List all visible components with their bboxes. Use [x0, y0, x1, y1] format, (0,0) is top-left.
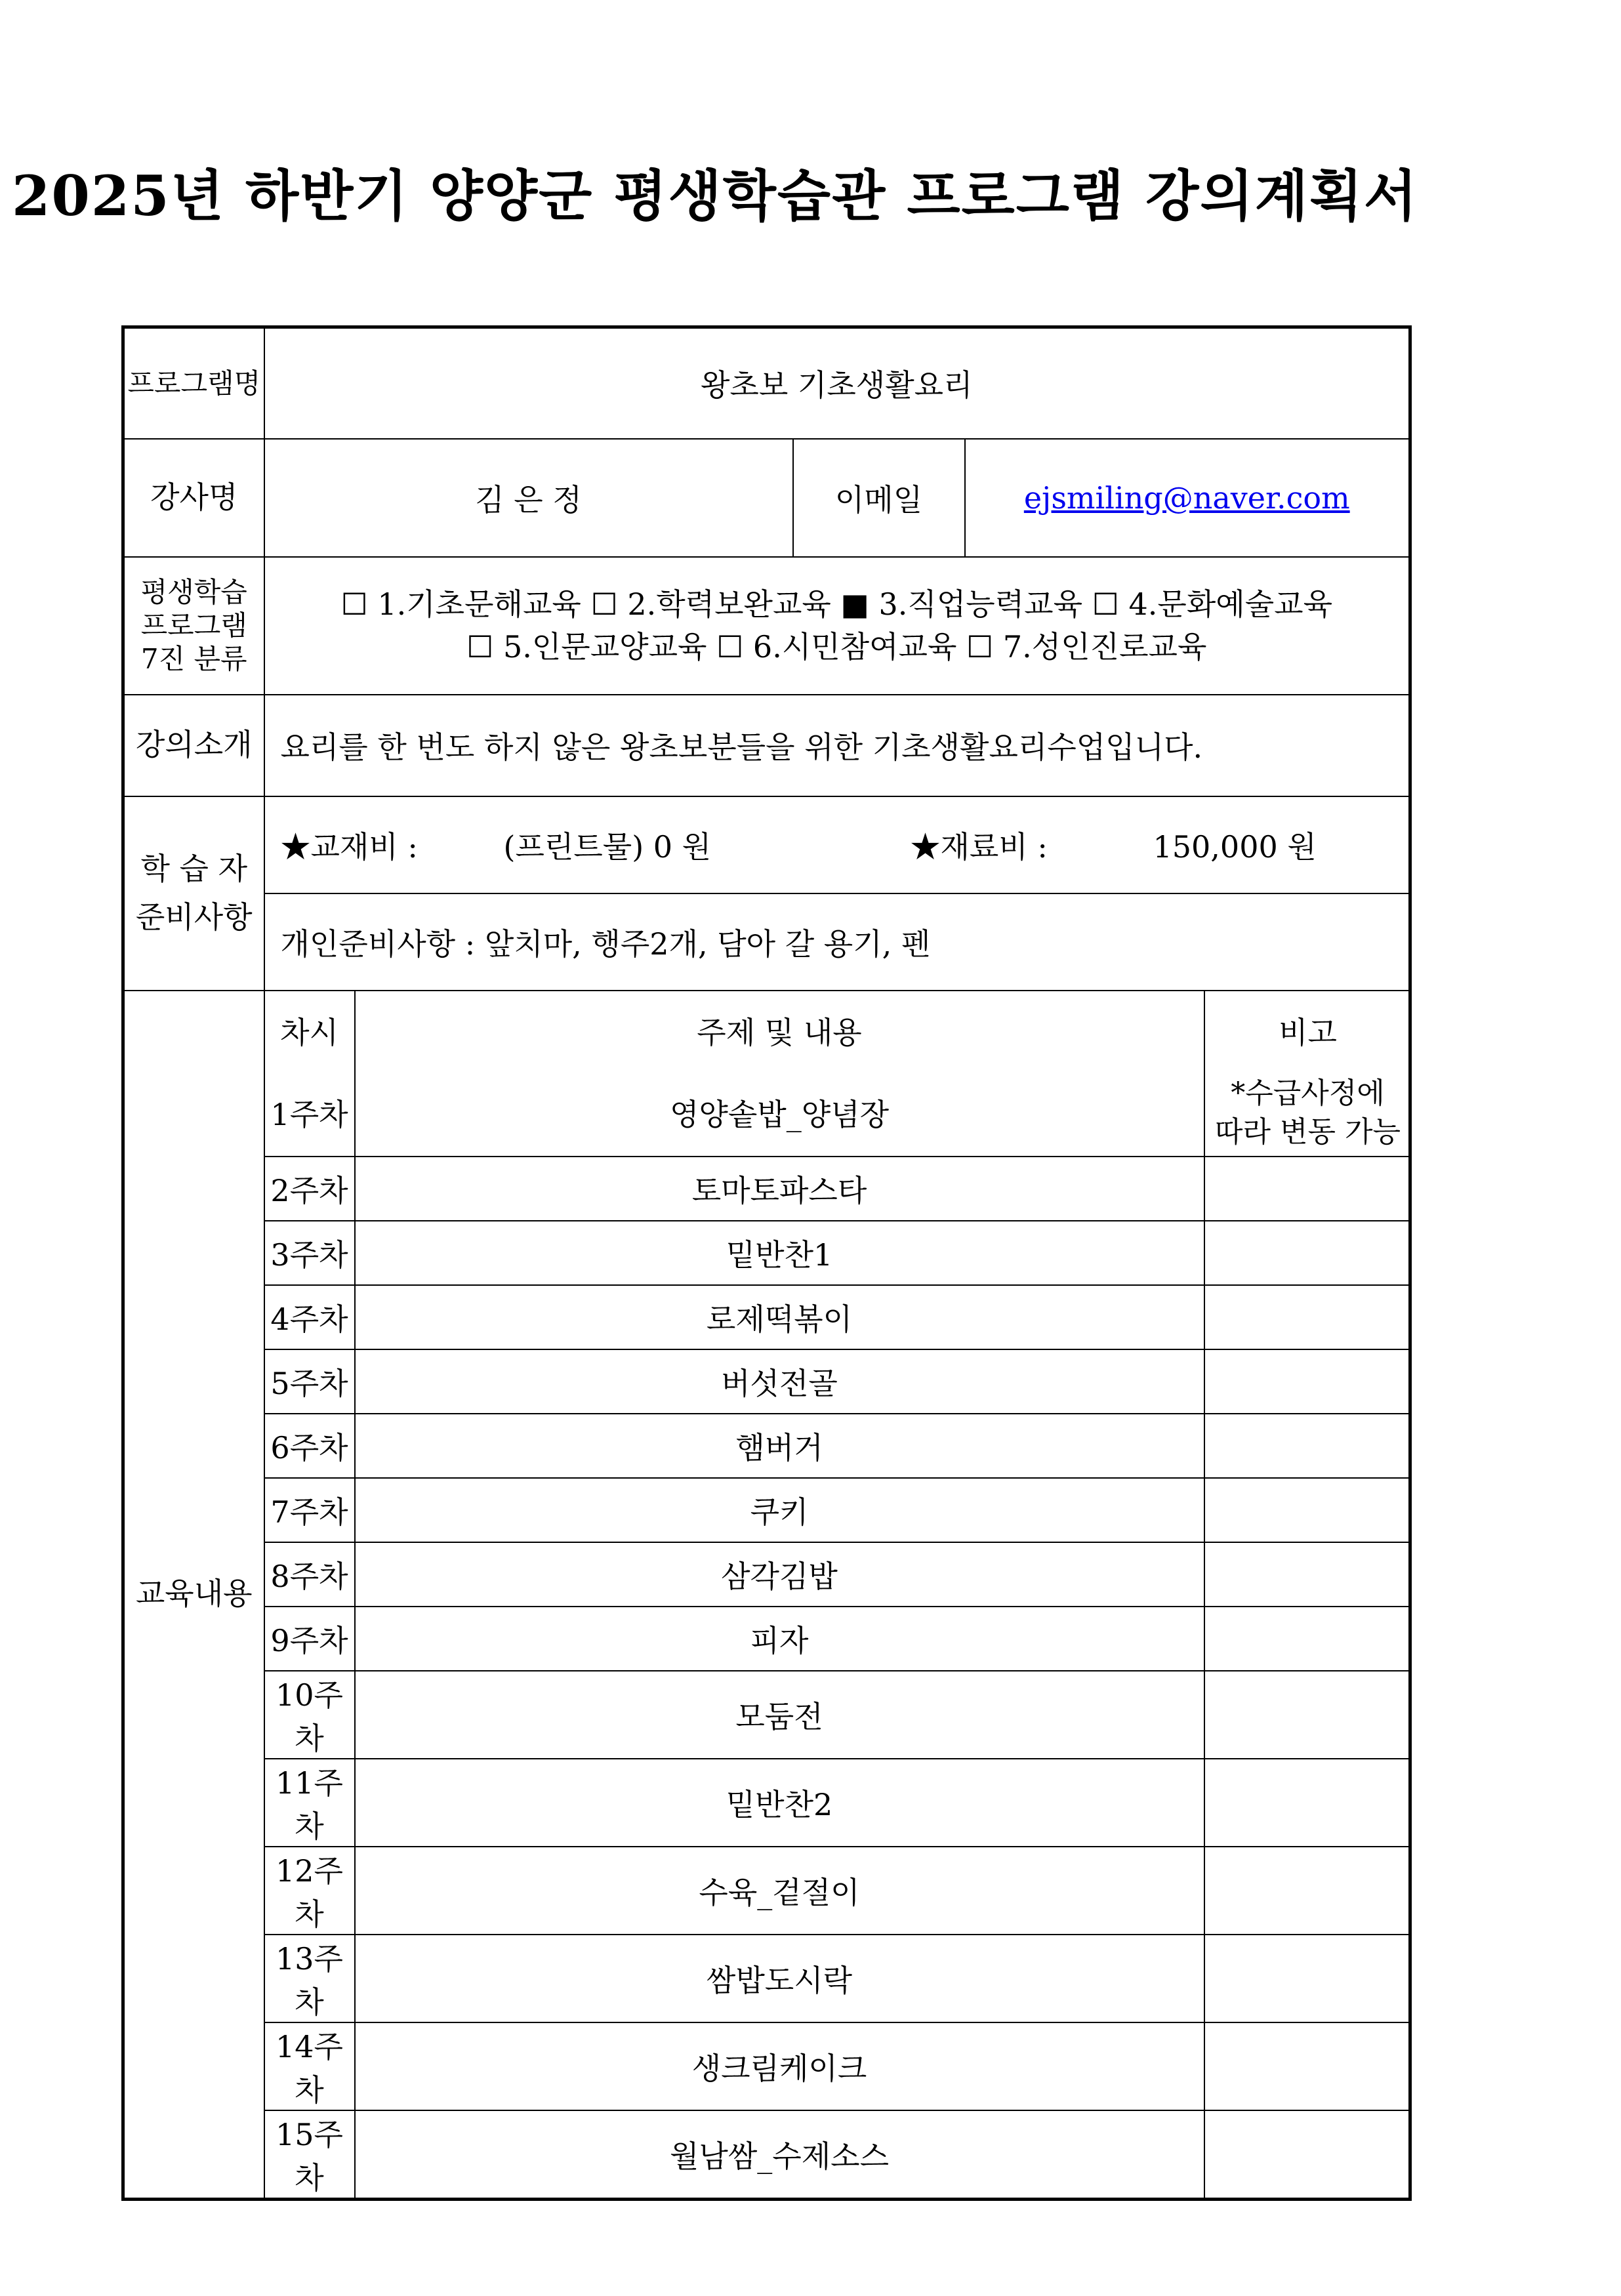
program-name: 왕초보 기초생활요리	[264, 327, 1410, 439]
program-label: 프로그램명	[123, 327, 264, 439]
note-cell	[1204, 1285, 1411, 1349]
category-options-line-2: ☐ 5.인문교양교육 ☐ 6.시민참여교육 ☐ 7.성인진로교육	[466, 628, 1207, 665]
topic-cell: 쿠키	[355, 1478, 1204, 1542]
session-cell: 9주차	[265, 1607, 355, 1671]
category-options-line-1: ☐ 1.기초문해교육 ☐ 2.학력보완교육 ■ 3.직업능력교육 ☐ 4.문화예술교육	[340, 586, 1333, 623]
note-header: 비고	[1204, 991, 1411, 1070]
session-cell: 4주차	[265, 1285, 355, 1349]
table-row	[265, 1349, 1411, 1414]
topic-cell: 버섯전골	[355, 1349, 1204, 1414]
session-cell: 13주차	[265, 1935, 355, 2022]
lecture-plan-table	[121, 325, 1412, 2201]
topic-cell: 로제떡볶이	[355, 1285, 1204, 1349]
session-cell: 2주차	[265, 1157, 355, 1221]
note-cell	[1204, 1759, 1411, 1847]
note-cell	[1204, 1349, 1411, 1414]
session-cell: 8주차	[265, 1542, 355, 1607]
session-cell: 7주차	[265, 1478, 355, 1542]
textbook-fee-value: (프린트물) 0 원	[503, 829, 712, 865]
session-cell: 1주차	[265, 1070, 355, 1157]
category-options	[264, 557, 1410, 695]
note-cell	[1204, 1157, 1411, 1221]
topic-cell: 피자	[355, 1607, 1204, 1671]
session-cell: 10주차	[265, 1671, 355, 1759]
textbook-fee-label: ★교재비 :	[280, 829, 418, 865]
personal-prep: 개인준비사항 : 앞치마, 행주2개, 담아 갈 용기, 펜	[264, 893, 1410, 991]
prep-label	[123, 796, 264, 991]
note-cell	[1204, 1607, 1411, 1671]
curriculum-label: 교육내용	[123, 991, 264, 2200]
topic-cell: 쌈밥도시락	[355, 1935, 1204, 2022]
email-label: 이메일	[793, 439, 965, 557]
table-row	[265, 1671, 1411, 1759]
note-cell	[1204, 1221, 1411, 1285]
topic-cell: 영양솥밥_양념장	[355, 1070, 1204, 1157]
table-row	[265, 2110, 1411, 2198]
note-cell	[1204, 2110, 1411, 2198]
prep-costs	[264, 796, 1410, 893]
instructor-name: 김 은 정	[264, 439, 793, 557]
topic-cell: 생크림케이크	[355, 2022, 1204, 2110]
session-cell: 14주차	[265, 2022, 355, 2110]
session-cell: 6주차	[265, 1414, 355, 1478]
intro-label: 강의소개	[123, 695, 264, 796]
topic-cell: 밑반찬1	[355, 1221, 1204, 1285]
note-cell	[1204, 1414, 1411, 1478]
note-cell	[1204, 2022, 1411, 2110]
note-cell	[1204, 1542, 1411, 1607]
note-cell: *수급사정에 따라 변동 가능	[1204, 1070, 1411, 1157]
table-row	[265, 1935, 1411, 2022]
session-cell: 15주차	[265, 2110, 355, 2198]
category-row	[123, 557, 1410, 695]
category-label-line: 평생학습	[140, 575, 247, 608]
table-row	[265, 1221, 1411, 1285]
table-row	[265, 2022, 1411, 2110]
topic-cell: 모둠전	[355, 1671, 1204, 1759]
program-row	[123, 327, 1410, 439]
intro-text: 요리를 한 번도 하지 않은 왕초보분들을 위한 기초생활요리수업입니다.	[264, 695, 1410, 796]
session-header: 차시	[265, 991, 355, 1070]
prep-label-line: 준비사항	[135, 899, 253, 935]
material-fee-value: 150,000 원	[1153, 829, 1317, 865]
note-cell	[1204, 1478, 1411, 1542]
category-label	[123, 557, 264, 695]
email-cell	[965, 439, 1410, 557]
topic-cell: 토마토파스타	[355, 1157, 1204, 1221]
topic-cell: 월남쌈_수제소스	[355, 2110, 1204, 2198]
topic-cell: 밑반찬2	[355, 1759, 1204, 1847]
instructor-row	[123, 439, 1410, 557]
table-row	[265, 1759, 1411, 1847]
curriculum-row	[123, 991, 1410, 2200]
session-cell: 3주차	[265, 1221, 355, 1285]
instructor-label: 강사명	[123, 439, 264, 557]
note-cell	[1204, 1847, 1411, 1935]
session-cell: 12주차	[265, 1847, 355, 1935]
category-label-line: 프로그램	[140, 609, 247, 642]
table-row	[265, 1607, 1411, 1671]
topic-cell: 수육_겉절이	[355, 1847, 1204, 1935]
page-title: 2025년 하반기 양양군 평생학습관 프로그램 강의계획서	[11, 163, 1419, 228]
note-cell	[1204, 1935, 1411, 2022]
topic-cell: 삼각김밥	[355, 1542, 1204, 1607]
curriculum-table	[265, 991, 1411, 2198]
table-row	[265, 1070, 1411, 1157]
topic-cell: 햄버거	[355, 1414, 1204, 1478]
intro-row	[123, 695, 1410, 796]
prep-costs-row	[123, 796, 1410, 893]
table-row	[265, 1847, 1411, 1935]
material-fee-label: ★재료비 :	[910, 829, 1048, 865]
table-row	[265, 1414, 1411, 1478]
topic-header: 주제 및 내용	[355, 991, 1204, 1070]
table-row	[265, 1478, 1411, 1542]
curriculum-cell	[264, 991, 1410, 2200]
table-row	[265, 1157, 1411, 1221]
session-cell: 5주차	[265, 1349, 355, 1414]
email-link[interactable]: ejsmiling@naver.com	[1023, 480, 1350, 516]
table-row	[265, 1285, 1411, 1349]
note-cell	[1204, 1671, 1411, 1759]
prep-label-line: 학 습 자	[140, 850, 248, 886]
curriculum-header	[265, 991, 1411, 1070]
table-row	[265, 1542, 1411, 1607]
category-label-line: 7진 분류	[140, 643, 247, 676]
prep-personal-row	[123, 893, 1410, 991]
session-cell: 11주차	[265, 1759, 355, 1847]
